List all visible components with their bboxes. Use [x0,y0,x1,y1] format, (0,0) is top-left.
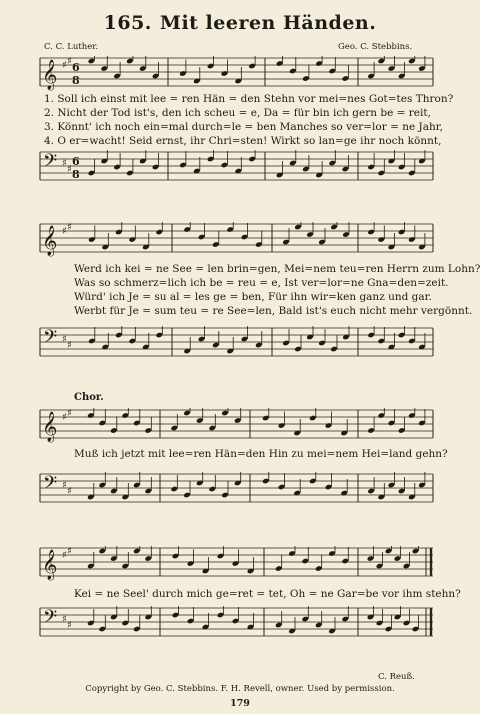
system-3-bass-staff [0,472,480,506]
verse-2-line-1: 2. Nicht der Tod ist's, den ich scheu = e, Da = für bin ich gern be = reit, [44,107,431,119]
bass-clef-icon: 𝄢 [43,473,58,498]
svg-text:♯: ♯ [67,222,72,233]
verse-4-line-1: 4. O er=wacht! Seid ernst, ihr Chri=sten! Wirkt so lan=ge ihr noch könnt, [44,135,442,147]
svg-text:8: 8 [72,168,80,181]
system-3-treble-staff [0,408,480,442]
system-2-bass-staff [0,326,480,360]
verse-1-line-1: 1. Soll ich einst mit lee = ren Hän = den Stehn vor mei=nes Got=tes Thron? [44,93,454,105]
svg-text:♯: ♯ [67,56,72,67]
verse-2-line-2: Was so schmerz=lich ich be = reu = e, Ist ver=lor=ne Gna=den=zeit. [74,277,449,289]
bass-clef-icon: 𝄢 [43,327,58,352]
svg-text:♯: ♯ [67,164,72,175]
hymn-title: Mit leeren Händen. [159,12,377,34]
hymn-number: 165. [103,12,152,34]
chorus-line-2: Kei = ne Seel' durch mich ge=ret = tet, Oh = ne Gar=be vor ihm stehn? [74,588,461,600]
page-number: 179 [230,698,250,709]
svg-text:♯: ♯ [62,550,67,561]
treble-clef-icon: 𝄞 [42,550,58,580]
arranger-credit: C. Reuß. [378,672,415,682]
svg-text:♯: ♯ [67,340,72,351]
svg-text:♯: ♯ [62,60,67,71]
svg-text:♯: ♯ [67,486,72,497]
copyright-notice: Copyright by Geo. C. Stebbins. F. H. Revell, owner. Used by permission. [85,684,395,694]
system-2-treble-staff [0,222,480,256]
treble-clef-icon: 𝄞 [42,226,58,256]
svg-text:♯: ♯ [62,480,67,491]
svg-text:♯: ♯ [62,614,67,625]
svg-text:♯: ♯ [62,158,67,169]
svg-text:♯: ♯ [62,334,67,345]
composer-credit: Geo. C. Stebbins. [338,42,413,52]
svg-text:♯: ♯ [62,412,67,423]
verse-3-line-1: 3. Könnt' ich noch ein=mal durch=le = ben Manches so ver=lor = ne Jahr, [44,121,443,133]
svg-text:♯: ♯ [67,546,72,557]
system-4-treble-staff [0,546,480,580]
chorus-label: Chor. [74,392,104,403]
verse-3-line-2: Würd' ich Je = su al = les ge = ben, Für ihn wir=ken ganz und gar. [74,291,432,303]
system-1-bass-staff [0,150,480,184]
verse-1-line-2: Werd ich kei = ne See = len brin=gen, Mei=nem teu=ren Herrn zum Lohn? [74,263,480,275]
chorus-line-1: Muß ich jetzt mit lee=ren Hän=den Hin zu mei=nem Hei=land gehn? [74,448,448,460]
svg-text:8: 8 [72,74,80,87]
system-4-bass-staff [0,606,480,640]
svg-text:6: 6 [72,155,80,168]
svg-text:6: 6 [72,61,80,74]
svg-text:♯: ♯ [67,620,72,631]
bass-clef-icon: 𝄢 [43,607,58,632]
svg-text:♯: ♯ [67,408,72,419]
system-1-treble-staff [0,56,480,90]
hymn-heading [0,12,480,34]
svg-text:♯: ♯ [62,226,67,237]
treble-clef-icon: 𝄞 [42,412,58,442]
bass-clef-icon: 𝄢 [43,151,58,176]
verse-4-line-2: Werbt für Je = sum teu = re See=len, Bald ist's euch nicht mehr vergönnt. [74,305,473,317]
treble-clef-icon: 𝄞 [42,60,58,90]
lyricist-credit: C. C. Luther. [44,42,99,52]
